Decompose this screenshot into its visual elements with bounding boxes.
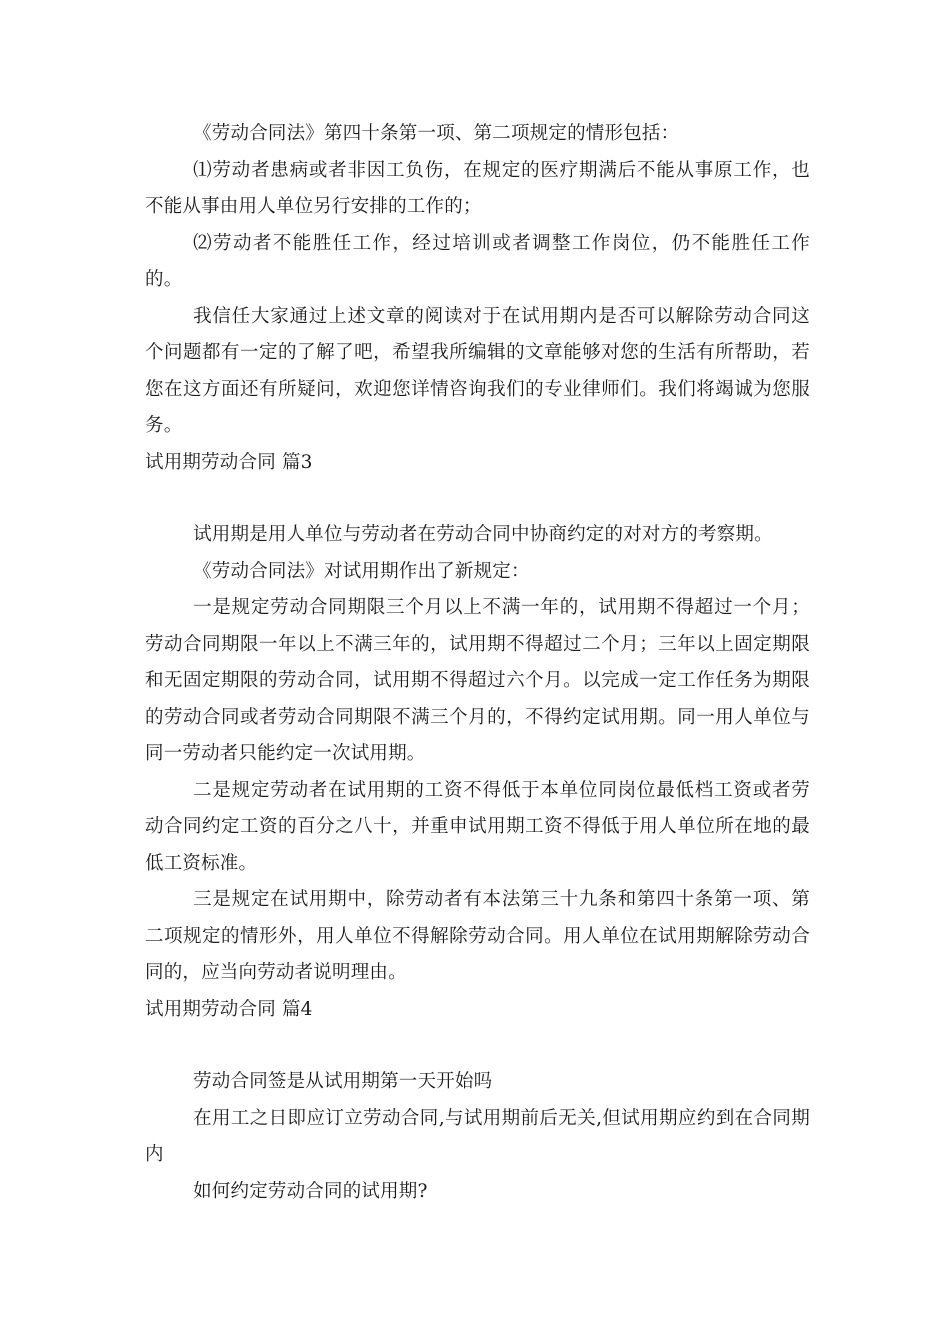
paragraph: 三是规定在试用期中，除劳动者有本法第三十九条和第四十条第一项、第二项规定的情形外，用人单位不得解除劳动合同。用人单位在试用期解除劳动合同的，应当向劳动者说明理由。 (145, 889, 810, 983)
paragraph: 一是规定劳动合同期限三个月以上不满一年的，试用期不得超过一个月；劳动合同期限一年以上不满三年的，试用期不得超过二个月；三年以上固定期限和无固定期限的劳动合同，试用期不得超过六个月。以完成一定工作任务为期限的劳动合同或者劳动合同期限不满三个月的，不得约定试用期。同一用人单位与同一劳动者只能约定一次试用期。 (145, 597, 810, 764)
section-spacer (145, 1028, 810, 1064)
paragraph: ⑵劳动者不能胜任工作，经过培训或者调整工作岗位，仍不能胜任工作的。 (145, 232, 810, 290)
paragraph: 劳动合同签是从试用期第一天开始吗 (193, 1071, 493, 1092)
document-body (145, 116, 810, 1210)
section-heading-4: 试用期劳动合同 篇4 (145, 998, 313, 1020)
section-heading-3: 试用期劳动合同 篇3 (145, 451, 313, 473)
section-spacer (145, 481, 810, 517)
paragraph: 如何约定劳动合同的试用期? (193, 1180, 428, 1202)
paragraph: 《劳动合同法》对试用期作出了新规定： (193, 560, 530, 582)
paragraph: 在用工之日即应订立劳动合同,与试用期前后无关,但试用期应约到在合同期内 (145, 1107, 810, 1165)
paragraph: 《劳动合同法》第四十条第一项、第二项规定的情形包括： (193, 123, 680, 144)
paragraph: 我信任大家通过上述文章的阅读对于在试用期内是否可以解除劳动合同这个问题都有一定的了解了吧，希望我所编辑的文章能够对您的生活有所帮助，若您在这方面还有所疑问，欢迎您详情咨询我们的专业律师们。我们将竭诚为您服务。 (145, 305, 810, 436)
paragraph: 试用期是用人单位与劳动者在劳动合同中协商约定的对对方的考察期。 (193, 524, 773, 545)
paragraph: 二是规定劳动者在试用期的工资不得低于本单位同岗位最低档工资或者劳动合同约定工资的百分之八十，并重申试用期工资不得低于用人单位所在地的最低工资标准。 (145, 779, 810, 874)
paragraph: ⑴劳动者患病或者非因工负伤，在规定的医疗期满后不能从事原工作，也不能从事由用人单位另行安排的工作的； (145, 159, 810, 217)
